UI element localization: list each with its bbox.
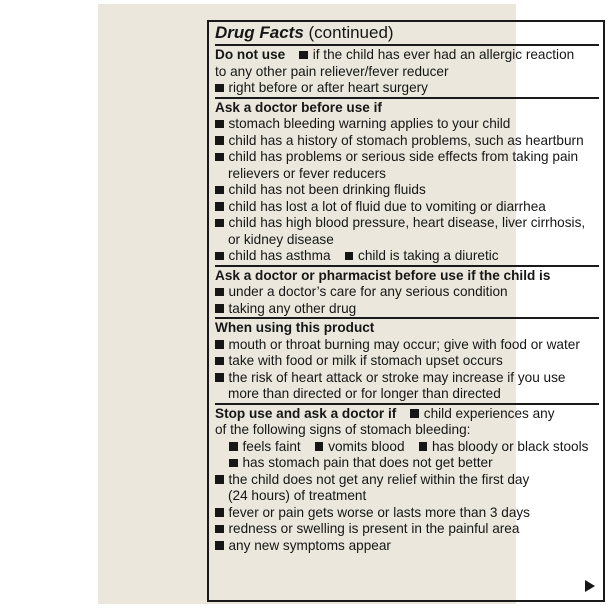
bullet-icon	[229, 459, 238, 468]
bullet-icon	[215, 153, 224, 162]
drug-facts-panel	[207, 20, 605, 602]
stop-use-heading: Stop use and ask a doctor if	[215, 405, 397, 421]
bullet-icon	[229, 442, 238, 451]
bullet-icon	[215, 357, 224, 366]
bullet-icon	[215, 219, 224, 228]
continue-arrow-icon	[585, 580, 595, 592]
bullet-icon	[215, 202, 224, 211]
bullet-icon	[410, 409, 419, 418]
bullet-icon	[215, 252, 224, 261]
bullet-icon	[345, 252, 354, 261]
bullet-icon	[215, 186, 224, 195]
ask-doctor-heading: Ask a doctor before use if	[215, 99, 382, 115]
bullet-icon	[215, 340, 224, 349]
label-background	[98, 4, 589, 604]
bullet-icon	[215, 120, 224, 129]
bullet-icon	[215, 525, 224, 534]
bullet-icon	[215, 373, 224, 382]
when-using-section: When using this product mouth or throat burning may occur; give with food or water take with food or milk if stomach upset occurs the risk of heart attack or stroke may increase if you use more than directed or for longer than directed	[215, 317, 599, 403]
stop-use-section: Stop use and ask a doctor if child experiences any of the following signs of stomach bleeding: feels faint vomits blood has bloody or black stools has stomach pain that does not get better the child does not get any relief within the first day (24 hours) of treatment fever or pain gets worse or lasts more than 3 days redness or swelling is present in the painful area any new symptoms appear	[215, 403, 599, 555]
bullet-icon	[215, 136, 224, 145]
bullet-icon	[215, 541, 224, 550]
bullet-icon	[215, 304, 224, 313]
bullet-icon	[419, 442, 428, 451]
bullet-icon	[215, 84, 224, 93]
do-not-use-heading: Do not use	[215, 47, 286, 62]
ask-pharmacist-section: Ask a doctor or pharmacist before use if the child is under a doctor’s care for any serious condition taking any other drug	[215, 265, 599, 318]
do-not-use-section: Do not use if the child has ever had an allergic reaction to any other pain reliever/fever reducer right before or after heart surgery	[215, 44, 599, 97]
bullet-icon	[315, 442, 324, 451]
ask-pharmacist-heading: Ask a doctor or pharmacist before use if the child is	[215, 267, 551, 283]
when-using-heading: When using this product	[215, 320, 375, 335]
bullet-icon	[299, 51, 308, 60]
bullet-icon	[215, 288, 224, 297]
bullet-icon	[215, 508, 224, 517]
bullet-icon	[215, 475, 224, 484]
ask-doctor-section: Ask a doctor before use if stomach bleeding warning applies to your child child has a history of stomach problems, such as heartburn child has problems or serious side effects from taking pain relievers or fever reducers child has not been drinking fluids child has lost a lot of fluid due to vomiting or diarrhea child has high blood pressure, heart disease, liver cirrhosis, or kidney disease child has asthma child is taking a diuretic	[215, 97, 599, 265]
panel-title: Drug Facts (continued)	[215, 23, 394, 42]
